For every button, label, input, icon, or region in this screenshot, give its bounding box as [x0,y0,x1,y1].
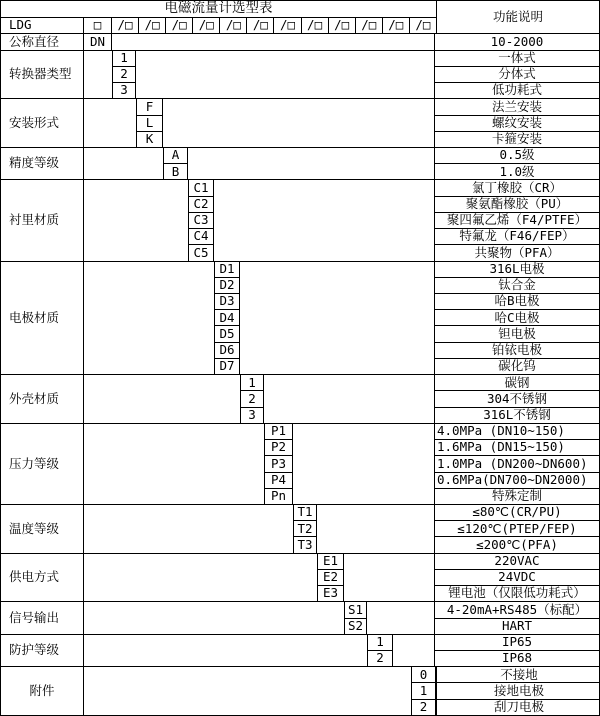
function-column [434,375,599,423]
function-cell: 刮刀电极 [493,699,544,715]
function-column [434,34,599,49]
function-cell: 304不锈钢 [435,391,599,407]
spacer [317,505,434,553]
group-accessory-label: 附件 [1,667,84,715]
function-cell: 316L电极 [435,262,599,278]
spacer [84,375,240,423]
model-code-slot: /□ [274,18,301,34]
function-cell: 特氟龙（F46/FEP） [435,229,599,245]
spacer [163,99,434,147]
code-cell: K [145,131,154,147]
spacer [84,262,214,375]
code-cell: D3 [215,294,239,310]
function-cell: 钽电极 [435,326,599,342]
code-cell: C5 [193,244,209,260]
code-cell: DN [84,34,112,49]
group-protection-rating-label: 防护等级 [1,635,84,666]
function-cell: 钛合金 [435,278,599,294]
spacer [84,635,367,666]
model-code-slot: /□ [383,18,410,34]
function-cell: IP68 [501,651,533,666]
code-cell: P2 [265,440,292,456]
band-power-supply [1,553,599,602]
function-cell: 4-20mA+RS485（标配） [435,602,599,618]
code-cell: Pn [270,488,287,504]
code-cell: E1 [318,554,343,570]
model-code-slot: /□ [139,18,166,34]
spacer [84,180,188,260]
function-cell: 1.0级 [499,164,535,179]
model-code-slot: /□ [193,18,220,34]
model-code-slot: /□ [356,18,383,34]
model-prefix: LDG [1,18,84,34]
function-cell: 低功耗式 [491,83,542,98]
band-accessory [1,666,599,715]
spacer [84,148,163,179]
code-column [240,375,264,423]
function-cell: ≤120℃(PTEP/FEP) [435,521,599,537]
function-column [434,51,599,99]
band-signal-output [1,601,599,633]
code-cell: E3 [322,585,339,601]
group-power-supply-label: 供电方式 [1,554,84,602]
function-column [434,180,599,260]
code-cell: 2 [241,391,263,407]
model-code-row [1,18,436,34]
function-column [434,262,599,375]
function-cell: 0.5级 [435,148,599,164]
group-temperature-rating-label: 温度等级 [1,505,84,553]
band-nominal-diameter [1,33,599,49]
function-cell: 法兰安装 [435,99,599,115]
model-code-slot: /□ [329,18,356,34]
spacer [240,262,434,375]
function-column [436,667,600,715]
band-temperature-rating [1,504,599,553]
band-protection-rating [1,634,599,666]
spacer [84,505,293,553]
code-cell: D4 [215,310,239,326]
code-cell: 2 [113,67,135,83]
function-cell: 10-2000 [490,34,544,49]
group-nominal-diameter-label: 公称直径 [1,34,84,49]
function-cell: 1.6MPa (DN15~150) [435,440,599,456]
code-cell: C2 [189,197,213,213]
header-left [1,1,436,33]
code-cell: 1 [241,375,263,391]
function-cell: 螺纹安装 [435,116,599,132]
function-cell: 碳化钨 [498,358,536,374]
function-column [434,148,599,179]
spacer [84,554,317,602]
model-code-slot: /□ [415,17,431,33]
spacer [136,51,434,99]
code-column [112,51,136,99]
function-cell: 哈B电极 [435,294,599,310]
code-column [293,505,317,553]
code-column [136,99,163,147]
band-electrode-material [1,261,599,375]
function-cell: ≤80℃(CR/PU) [435,505,599,521]
code-column [264,424,293,504]
code-cell: S1 [345,602,366,618]
code-cell: T1 [294,505,316,521]
table-title: 电磁流量计选型表 [1,1,436,18]
code-cell: 2 [376,650,384,666]
function-cell: 1.0MPa (DN200~DN600) [435,456,599,472]
model-code-slot: /□ [302,18,329,34]
spacer [264,375,434,423]
spacer [84,51,112,99]
group-electrode-material-label: 电极材质 [1,262,84,375]
function-column [434,505,599,553]
function-cell: 卡箍安装 [491,131,542,147]
function-cell: 氯丁橡胶（CR） [435,180,599,196]
code-cell: 0 [412,667,435,683]
spacer [214,180,434,260]
code-cell: T2 [294,521,316,537]
code-cell: 3 [120,82,128,98]
band-lining-material [1,179,599,260]
function-column [434,424,599,504]
code-cell: D1 [215,262,239,278]
function-cell: 一体式 [435,51,599,67]
model-code-slot: /□ [220,18,247,34]
function-cell: IP65 [435,635,599,651]
code-column [317,554,344,602]
code-column [367,635,393,666]
function-cell: 碳钢 [435,375,599,391]
model-code-slot: /□ [166,18,193,34]
function-cell: 220VAC [435,554,599,570]
group-pressure-rating-label: 压力等级 [1,424,84,504]
code-cell: 1 [412,683,435,699]
group-housing-material-label: 外壳材质 [1,375,84,423]
band-pressure-rating [1,423,599,504]
function-cell: 24VDC [435,570,599,586]
band-accuracy-class [1,147,599,179]
spacer [84,99,136,147]
band-install-form [1,98,599,147]
code-column [188,180,214,260]
code-cell: S2 [347,617,364,633]
band-converter-type [1,50,599,99]
function-cell: 哈C电极 [435,310,599,326]
spacer [84,602,344,633]
spacer [84,424,264,504]
function-cell: 聚四氟乙烯（F4/PTFE） [435,213,599,229]
code-cell: C1 [189,180,213,196]
group-converter-type-label: 转换器类型 [1,51,84,99]
function-cell: HART [501,618,533,633]
code-column [344,602,367,633]
code-cell: D6 [215,343,239,359]
spacer [112,34,434,49]
function-column-header: 功能说明 [436,1,599,33]
function-column [434,635,599,666]
group-install-form-label: 安装形式 [1,99,84,147]
code-cell: 1 [368,635,392,651]
code-cell: P1 [265,424,292,440]
spacer [188,148,434,179]
function-column [434,602,599,633]
code-cell: C4 [189,229,213,245]
function-cell: 316L不锈钢 [483,407,551,422]
code-column [214,262,240,375]
function-cell: 锂电池（仅限低功耗式） [448,586,586,601]
code-cell: T3 [297,536,313,552]
header-band [1,1,599,33]
group-signal-output-label: 信号输出 [1,602,84,633]
code-cell: 2 [419,699,428,715]
function-cell: 聚氨酯橡胶（PU） [435,197,599,213]
spacer [293,424,434,504]
code-column [411,667,436,715]
group-lining-material-label: 衬里材质 [1,180,84,260]
code-cell: D5 [215,326,239,342]
code-cell: C3 [189,213,213,229]
function-cell: 接地电极 [437,683,600,699]
code-cell: P3 [265,456,292,472]
function-cell: 特殊定制 [491,488,542,504]
code-cell: A [164,148,187,164]
function-cell: 0.6MPa(DN700~DN2000) [435,473,599,489]
function-cell: ≤200℃(PFA) [476,537,558,552]
code-cell: L [137,116,162,132]
spacer [84,667,411,715]
code-cell: D7 [219,358,235,374]
spacer [393,635,434,666]
band-housing-material [1,374,599,423]
code-cell: F [137,99,162,115]
function-column [434,99,599,147]
code-cell: P4 [265,473,292,489]
function-cell: 分体式 [435,67,599,83]
spacer [367,602,434,633]
function-cell: 4.0MPa (DN10~150) [435,424,599,440]
function-cell: 铂铱电极 [435,343,599,359]
code-column [163,148,188,179]
code-cell: E2 [318,570,343,586]
code-cell: 1 [113,51,135,67]
code-cell: B [171,163,180,179]
code-cell: D2 [215,278,239,294]
group-accuracy-class-label: 精度等级 [1,148,84,179]
model-code-slot: /□ [112,18,139,34]
model-code-slot: /□ [247,18,274,34]
function-cell: 共聚物（PFA） [474,245,560,260]
spacer [344,554,434,602]
code-cell: 3 [248,406,256,422]
function-column [434,554,599,602]
function-cell: 不接地 [437,667,600,683]
model-code-box: □ [84,18,112,34]
